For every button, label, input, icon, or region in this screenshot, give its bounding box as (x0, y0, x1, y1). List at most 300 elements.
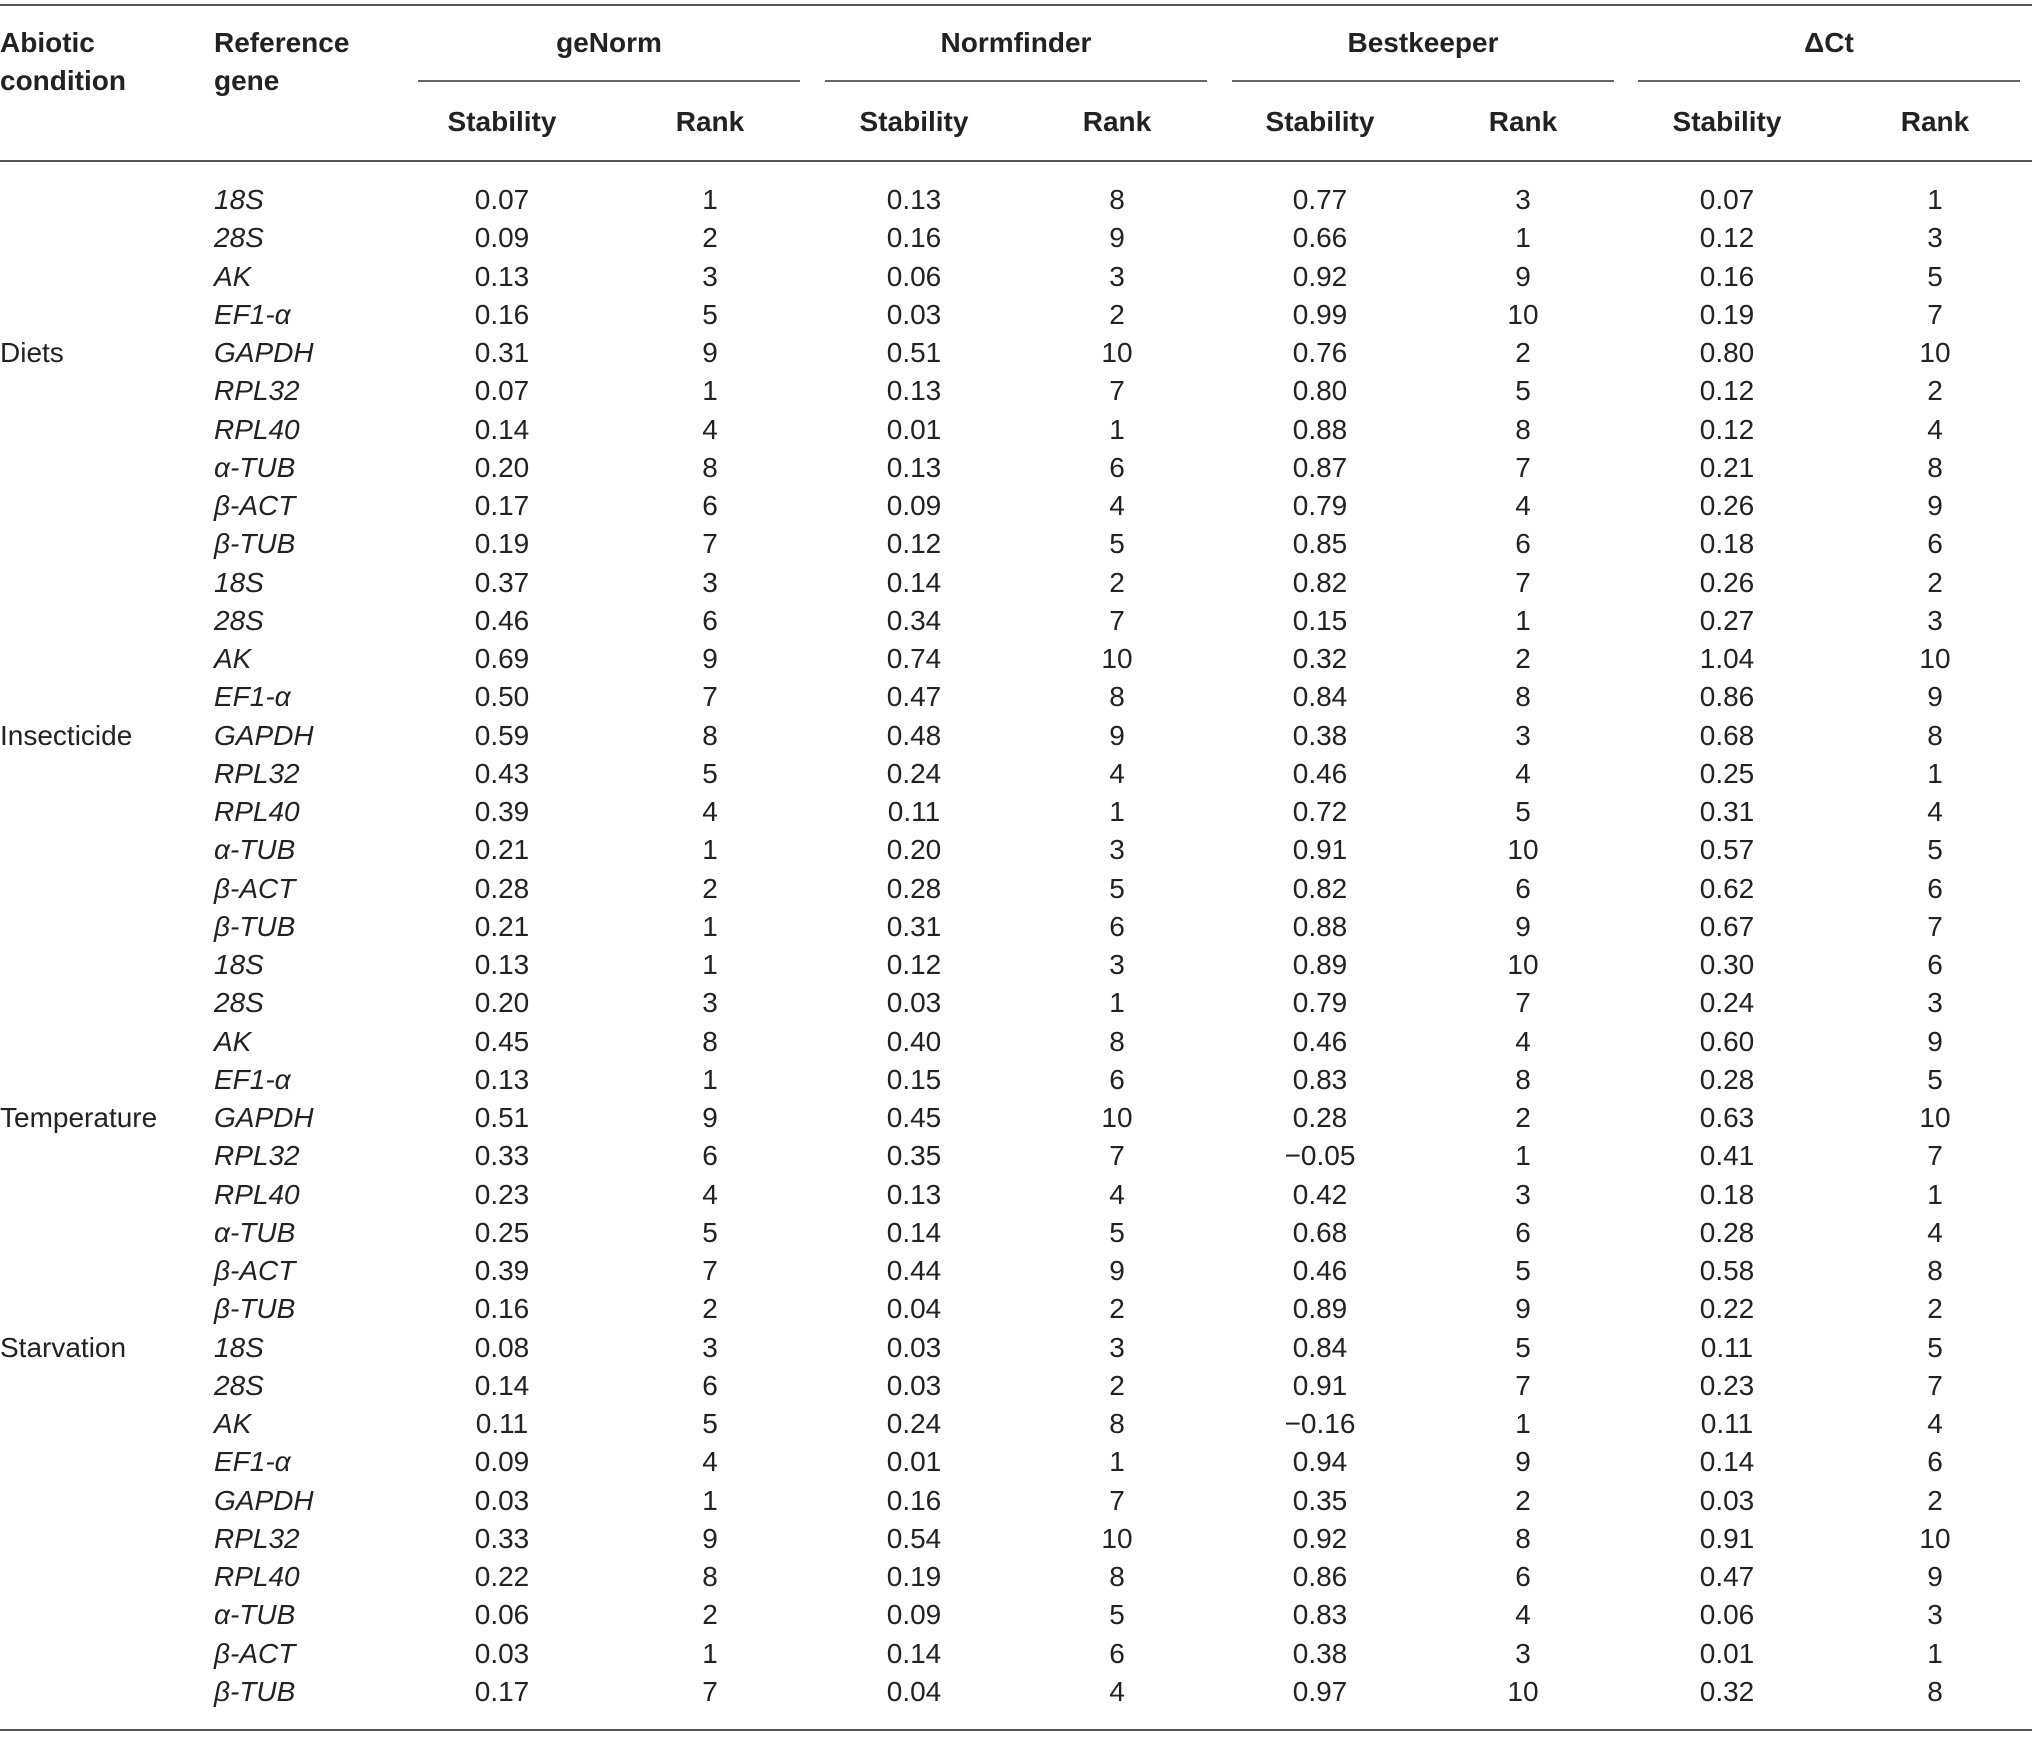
rank-value: 1 (1515, 604, 1531, 636)
rank-value: 1 (1109, 1446, 1125, 1478)
stability-value: 0.22 (1699, 1293, 1755, 1325)
stability-value: 0.18 (1699, 1178, 1755, 1210)
gene-name: RPL32 (214, 375, 300, 407)
rank-value: 5 (1109, 528, 1125, 560)
table-row (0, 411, 2032, 449)
table-row (0, 1290, 2032, 1328)
gene-name: α-TUB (214, 834, 296, 866)
rank-value: 9 (1109, 1255, 1125, 1286)
rank-value: 3 (1927, 987, 1943, 1019)
table-row (0, 755, 2032, 793)
rank-value: 9 (1927, 490, 1943, 521)
stability-value: 0.25 (474, 1216, 530, 1248)
rank-value: 1 (1515, 222, 1531, 254)
rank-value: 6 (702, 1369, 718, 1401)
stability-value: 0.18 (1699, 528, 1755, 560)
gene-name: RPL40 (214, 1561, 300, 1592)
rank-value: 6 (1109, 1063, 1125, 1095)
stability-value: 0.79 (1292, 987, 1348, 1019)
stability-value: 0.04 (886, 1293, 942, 1325)
rank-value: 4 (702, 413, 718, 445)
stability-value: 0.38 (1292, 1637, 1348, 1669)
stability-value: 0.25 (1699, 757, 1755, 789)
rank-value: 2 (1515, 1102, 1531, 1133)
stability-value: 0.06 (474, 1599, 530, 1631)
gene-name: EF1-α (214, 298, 291, 330)
rank-value: 4 (1515, 1025, 1531, 1057)
rank-value: 4 (1515, 490, 1531, 521)
stability-value: 0.80 (1292, 375, 1348, 407)
stability-value: 0.26 (1699, 566, 1755, 598)
stability-value: 0.32 (1699, 1675, 1755, 1707)
stability-value: 0.13 (886, 184, 942, 215)
stability-value: 0.99 (1292, 298, 1348, 330)
gene-name: β-ACT (214, 490, 296, 521)
stability-value: 0.17 (474, 1675, 530, 1707)
header-gene-line1: Reference (214, 27, 350, 58)
stability-value: −0.16 (1284, 1408, 1356, 1439)
rank-value: 2 (1515, 1484, 1531, 1516)
stability-value: 0.03 (474, 1484, 530, 1516)
table-row (0, 296, 2032, 334)
stability-value: 0.39 (474, 796, 530, 827)
rank-value: 3 (702, 566, 718, 598)
stability-value: 0.48 (886, 719, 942, 751)
rank-value: 1 (1515, 1408, 1531, 1439)
table-row (0, 831, 2032, 869)
rank-value: 5 (702, 757, 718, 789)
stability-value: 0.20 (886, 834, 942, 866)
rank-value: 8 (1927, 719, 1943, 751)
stability-value: 0.07 (474, 375, 530, 407)
stability-value: 0.82 (1292, 872, 1348, 904)
rank-value: 6 (1927, 949, 1943, 980)
table-row (0, 1214, 2032, 1252)
table-row (0, 678, 2032, 716)
rank-value: 8 (1515, 681, 1531, 713)
rank-value: 6 (702, 604, 718, 636)
stability-value: 0.14 (886, 1216, 942, 1248)
condition-label: Insecticide (0, 719, 133, 751)
rank-value: 10 (1919, 337, 1951, 368)
rank-value: 5 (1515, 1331, 1531, 1363)
rank-value: 10 (1919, 1522, 1951, 1554)
stability-value: 0.51 (886, 337, 942, 368)
rank-value: 3 (1515, 184, 1531, 215)
rank-value: 10 (1507, 834, 1539, 866)
rank-value: 1 (702, 834, 718, 866)
stability-value: 0.88 (1292, 413, 1348, 445)
stability-value: 0.46 (1292, 1255, 1348, 1286)
rank-value: 10 (1507, 298, 1539, 330)
stability-value: 0.06 (886, 260, 942, 292)
stability-value: 0.86 (1699, 681, 1755, 713)
rank-value: 2 (1927, 1293, 1943, 1325)
group-underline-delta-ct (1638, 80, 2020, 82)
stability-value: 0.01 (1699, 1637, 1755, 1669)
rank-value: 10 (1101, 643, 1133, 674)
gene-name: β-ACT (214, 1637, 296, 1669)
rank-value: 3 (1109, 260, 1125, 292)
header-gene (214, 24, 349, 100)
stability-value: 0.13 (474, 260, 530, 292)
rank-value: 9 (1515, 1293, 1531, 1325)
rank-value: 5 (1927, 1063, 1943, 1095)
rank-value: 1 (1927, 1178, 1943, 1210)
stability-value: 0.84 (1292, 681, 1348, 713)
stability-value: 0.72 (1292, 796, 1348, 827)
stability-value: 0.15 (1292, 604, 1348, 636)
table-row (0, 564, 2032, 602)
stability-value: 0.77 (1292, 184, 1348, 215)
stability-value: 0.13 (886, 375, 942, 407)
rank-value: 3 (1515, 1178, 1531, 1210)
table-row (0, 219, 2032, 257)
group-genorm: geNorm (556, 27, 662, 58)
table-row (0, 334, 2032, 372)
gene-name: RPL32 (214, 1522, 300, 1554)
stability-value: 0.31 (1699, 796, 1755, 827)
gene-name: 28S (214, 604, 264, 636)
table-row (0, 870, 2032, 908)
rank-value: 9 (1927, 1561, 1943, 1592)
rank-value: 4 (702, 1178, 718, 1210)
gene-name: EF1-α (214, 1446, 291, 1478)
rank-value: 5 (702, 298, 718, 330)
rank-value: 1 (702, 375, 718, 407)
rank-value: 8 (1927, 451, 1943, 483)
stability-value: 0.47 (886, 681, 942, 713)
stability-value: 0.33 (474, 1140, 530, 1172)
header-bottom-rule (0, 160, 2032, 162)
stability-value: 0.91 (1699, 1522, 1755, 1554)
rank-value: 5 (702, 1408, 718, 1439)
table-row (0, 372, 2032, 410)
rank-value: 2 (1109, 1369, 1125, 1401)
stability-value: 0.31 (474, 337, 530, 368)
rank-value: 1 (1927, 757, 1943, 789)
stability-value: 0.37 (474, 566, 530, 598)
table-row (0, 1176, 2032, 1214)
stability-value: 0.50 (474, 681, 530, 713)
rank-value: 4 (1927, 1408, 1943, 1439)
rank-value: 7 (1109, 1484, 1125, 1516)
stability-value: 0.43 (474, 757, 530, 789)
gene-name: AK (214, 1025, 252, 1057)
gene-name: EF1-α (214, 1063, 291, 1095)
gene-name: GAPDH (214, 1102, 314, 1133)
rank-value: 1 (1927, 184, 1943, 215)
rank-value: 7 (702, 528, 718, 560)
stability-value: 0.16 (886, 1484, 942, 1516)
rank-value: 10 (1507, 1675, 1539, 1707)
table-body (0, 181, 2032, 1711)
rank-value: 4 (1109, 1675, 1125, 1707)
rank-value: 8 (702, 1561, 718, 1592)
stability-value: 0.07 (1699, 184, 1755, 215)
rank-value: 2 (702, 1293, 718, 1325)
stability-value: 0.21 (474, 834, 530, 866)
condition-label: Diets (0, 337, 64, 368)
stability-value: 0.46 (1292, 1025, 1348, 1057)
stability-value: 0.57 (1699, 834, 1755, 866)
stability-value: 0.82 (1292, 566, 1348, 598)
stability-value: 1.04 (1699, 643, 1755, 674)
gene-name: RPL40 (214, 796, 300, 827)
stability-value: 0.24 (886, 1408, 942, 1439)
group-delta-ct: ΔCt (1804, 27, 1854, 58)
group-normfinder: Normfinder (940, 27, 1092, 58)
gene-name: AK (214, 1408, 252, 1439)
rank-value: 8 (702, 719, 718, 751)
gene-name: α-TUB (214, 1216, 296, 1248)
stability-value: 0.23 (474, 1178, 530, 1210)
rank-value: 3 (702, 987, 718, 1019)
rank-value: 6 (1515, 872, 1531, 904)
sub-header-rank-normfinder: Rank (1082, 106, 1152, 137)
stability-value: 0.11 (475, 1408, 529, 1439)
table-row (0, 1482, 2032, 1520)
stability-value: 0.09 (474, 1446, 530, 1478)
stability-value: 0.24 (1699, 987, 1755, 1019)
stability-value: 0.54 (886, 1522, 942, 1554)
stability-value: 0.68 (1699, 719, 1755, 751)
stability-value: 0.30 (1699, 949, 1755, 980)
rank-value: 2 (1109, 298, 1125, 330)
rank-value: 2 (1927, 1484, 1943, 1516)
table-row (0, 1443, 2032, 1481)
stability-value: 0.92 (1292, 1522, 1348, 1554)
rank-value: 10 (1101, 1102, 1133, 1133)
rank-value: 9 (1927, 681, 1943, 713)
stability-value: 0.79 (1292, 490, 1348, 521)
rank-value: 3 (1109, 1331, 1125, 1363)
rank-value: 1 (702, 1484, 718, 1516)
group-underline-genorm (418, 80, 800, 82)
rank-value: 9 (1515, 910, 1531, 942)
rank-value: 8 (1109, 1561, 1125, 1592)
rank-value: 2 (702, 1599, 718, 1631)
table-row (0, 602, 2032, 640)
table-row (0, 1635, 2032, 1673)
table-row (0, 1367, 2032, 1405)
stability-value: 0.11 (887, 796, 941, 827)
stability-value: 0.44 (886, 1255, 942, 1286)
stability-value: 0.83 (1292, 1063, 1348, 1095)
stability-value: 0.22 (474, 1561, 530, 1592)
rank-value: 6 (1515, 1561, 1531, 1592)
rank-value: 6 (1109, 1637, 1125, 1669)
stability-value: 0.28 (474, 872, 530, 904)
gene-name: 28S (214, 987, 264, 1019)
stability-value: 0.20 (474, 451, 530, 483)
stability-value: 0.89 (1292, 1293, 1348, 1325)
stability-value: 0.15 (886, 1063, 942, 1095)
table-row (0, 1520, 2032, 1558)
gene-name: GAPDH (214, 337, 314, 368)
stability-value: 0.91 (1292, 1369, 1348, 1401)
rank-value: 6 (1109, 451, 1125, 483)
rank-value: 7 (1109, 375, 1125, 407)
rank-value: 3 (1515, 1637, 1531, 1669)
stability-value: 0.09 (474, 222, 530, 254)
rank-value: 4 (702, 796, 718, 827)
rank-value: 4 (1515, 757, 1531, 789)
table-bottom-rule (0, 1729, 2032, 1731)
rank-value: 3 (702, 260, 718, 292)
sub-header-stability-genorm: Stability (447, 106, 557, 137)
gene-name: 18S (214, 1331, 264, 1363)
rank-value: 3 (1927, 604, 1943, 636)
stability-value: 0.60 (1699, 1025, 1755, 1057)
rank-value: 7 (1927, 298, 1943, 330)
table-row (0, 487, 2032, 525)
table-row (0, 449, 2032, 487)
stability-value: 0.59 (474, 719, 530, 751)
stability-value: 0.12 (886, 949, 942, 980)
gene-name: 28S (214, 1369, 264, 1401)
stability-value: 0.19 (1699, 298, 1755, 330)
rank-value: 7 (1927, 910, 1943, 942)
stability-value: 0.26 (1699, 490, 1755, 521)
stability-value: 0.01 (886, 413, 942, 445)
rank-value: 6 (1109, 910, 1125, 942)
header-gene-line2: gene (214, 65, 280, 96)
stability-value: 0.42 (1292, 1178, 1348, 1210)
rank-value: 4 (1927, 796, 1943, 827)
rank-value: 5 (1927, 1331, 1943, 1363)
rank-value: 9 (702, 643, 718, 674)
table-row (0, 946, 2032, 984)
rank-value: 10 (1919, 1102, 1951, 1133)
rank-value: 3 (1109, 949, 1125, 980)
stability-value: 0.13 (886, 451, 942, 483)
rank-value: 8 (1927, 1675, 1943, 1707)
stability-value: 0.12 (1699, 222, 1755, 254)
stability-value: 0.12 (886, 528, 942, 560)
stability-value: 0.86 (1292, 1561, 1348, 1592)
rank-value: 6 (1927, 872, 1943, 904)
rank-value: 8 (1109, 681, 1125, 713)
stability-value: 0.12 (1699, 375, 1755, 407)
sub-header-stability-delta-ct: Stability (1672, 106, 1782, 137)
stability-value: 0.03 (886, 1331, 942, 1363)
stability-value: 0.23 (1699, 1369, 1755, 1401)
rank-value: 8 (1515, 1522, 1531, 1554)
group-underline-bestkeeper (1232, 80, 1614, 82)
gene-name: 28S (214, 222, 264, 254)
rank-value: 7 (702, 681, 718, 713)
stability-value: 0.24 (886, 757, 942, 789)
rank-value: 3 (1927, 1599, 1943, 1631)
stability-value: 0.03 (1699, 1484, 1755, 1516)
gene-name: 18S (214, 184, 264, 215)
table-row (0, 1558, 2032, 1596)
stability-value: 0.14 (474, 1369, 530, 1401)
rank-value: 8 (702, 451, 718, 483)
stability-value: 0.11 (1700, 1331, 1754, 1363)
stability-value: 0.38 (1292, 719, 1348, 751)
stability-value: 0.91 (1292, 834, 1348, 866)
stability-value: 0.16 (886, 222, 942, 254)
stability-value: 0.14 (1699, 1446, 1755, 1478)
gene-name: α-TUB (214, 451, 296, 483)
stability-value: 0.14 (886, 566, 942, 598)
rank-value: 5 (1515, 1255, 1531, 1286)
rank-value: 2 (1927, 375, 1943, 407)
stability-value: 0.35 (1292, 1484, 1348, 1516)
rank-value: 5 (1515, 796, 1531, 827)
stability-value: 0.12 (1699, 413, 1755, 445)
stability-value: 0.67 (1699, 910, 1755, 942)
table-row (0, 1252, 2032, 1290)
rank-value: 4 (1927, 413, 1943, 445)
stability-value: 0.28 (1292, 1102, 1348, 1133)
table-row (0, 525, 2032, 563)
table-row (0, 717, 2032, 755)
stability-value: 0.39 (474, 1255, 530, 1286)
stability-value: −0.05 (1284, 1140, 1356, 1172)
rank-value: 7 (1515, 1369, 1531, 1401)
rank-value: 2 (1927, 566, 1943, 598)
stability-value: 0.47 (1699, 1561, 1755, 1592)
rank-value: 3 (702, 1331, 718, 1363)
rank-value: 5 (1109, 1599, 1125, 1631)
rank-value: 1 (702, 910, 718, 942)
stability-value: 0.97 (1292, 1675, 1348, 1707)
gene-name: RPL40 (214, 413, 300, 445)
table-row (0, 1596, 2032, 1634)
table-row (0, 1099, 2032, 1137)
rank-value: 1 (702, 949, 718, 980)
rank-value: 5 (1109, 872, 1125, 904)
rank-value: 1 (1109, 413, 1125, 445)
table-top-rule (0, 4, 2032, 6)
stability-value: 0.68 (1292, 1216, 1348, 1248)
stability-value: 0.13 (474, 949, 530, 980)
stability-value: 0.20 (474, 987, 530, 1019)
rank-value: 5 (702, 1216, 718, 1248)
rank-value: 5 (1927, 834, 1943, 866)
rank-value: 8 (1515, 413, 1531, 445)
stability-value: 0.06 (1699, 1599, 1755, 1631)
rank-value: 9 (1109, 222, 1125, 254)
rank-value: 4 (702, 1446, 718, 1478)
sub-header-rank-delta-ct: Rank (1900, 106, 1970, 137)
rank-value: 6 (1515, 1216, 1531, 1248)
header-condition-line2: condition (0, 65, 126, 96)
stability-value: 0.19 (886, 1561, 942, 1592)
stability-value: 0.16 (474, 1293, 530, 1325)
gene-name: β-TUB (214, 528, 296, 560)
stability-value: 0.16 (474, 298, 530, 330)
stability-value: 0.85 (1292, 528, 1348, 560)
table-row (0, 908, 2032, 946)
stability-value: 0.27 (1699, 604, 1755, 636)
stability-value: 0.11 (1700, 1408, 1754, 1439)
condition-label: Temperature (0, 1102, 158, 1133)
stability-value: 0.62 (1699, 872, 1755, 904)
rank-value: 7 (1927, 1369, 1943, 1401)
rank-value: 4 (1109, 490, 1125, 521)
stability-value: 0.66 (1292, 222, 1348, 254)
rank-value: 2 (1515, 337, 1531, 368)
gene-name: RPL40 (214, 1178, 300, 1210)
rank-value: 2 (702, 872, 718, 904)
stability-value: 0.32 (1292, 643, 1348, 674)
rank-value: 4 (1109, 757, 1125, 789)
stability-value: 0.84 (1292, 1331, 1348, 1363)
